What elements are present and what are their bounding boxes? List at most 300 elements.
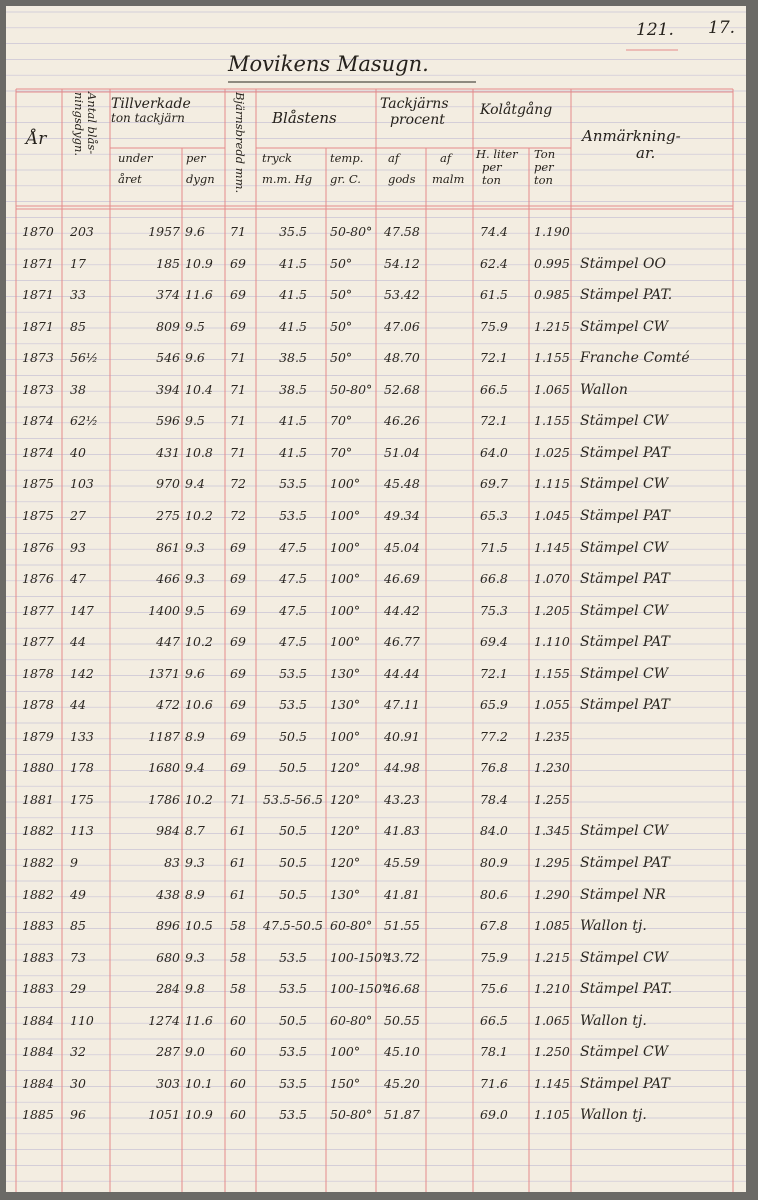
cell-bredd: 60 (230, 1044, 246, 1060)
header-width (233, 92, 246, 193)
cell-ton: 0.995 (534, 255, 570, 271)
cell-per: 9.6 (185, 350, 205, 366)
cell-hl: 66.8 (480, 571, 508, 587)
cell-temp: 120° (330, 791, 361, 807)
cell-days: 17 (70, 255, 86, 271)
cell-ton: 1.155 (534, 350, 570, 366)
cell-days: 33 (70, 287, 86, 303)
cell-tryck: 53.5 (279, 476, 307, 492)
cell-days: 147 (70, 602, 94, 618)
cell-temp: 100° (330, 571, 361, 587)
cell-bredd: 72 (230, 507, 246, 523)
cell-per: 10.2 (185, 507, 213, 523)
cell-hl: 72.1 (480, 665, 508, 681)
cell-year: 1885 (22, 1107, 54, 1123)
cell-year: 1871 (22, 255, 54, 271)
cell-bredd: 61 (230, 823, 246, 839)
cell-remark: Stämpel PAT (580, 507, 670, 524)
cell-ton: 1.105 (534, 1107, 570, 1123)
cell-remark: Wallon tj. (580, 918, 647, 935)
cell-tryck: 50.5 (279, 760, 307, 776)
header-pig-iron-line1: Tackjärns (380, 96, 449, 112)
cell-remark: Stämpel PAT (580, 1075, 670, 1092)
cell-gods: 54.12 (384, 255, 420, 271)
cell-per: 9.4 (185, 760, 205, 776)
cell-temp: 100° (330, 539, 361, 555)
cell-hl: 71.5 (480, 539, 508, 555)
cell-bredd: 61 (230, 855, 246, 870)
cell-days: 40 (70, 444, 86, 460)
cell-per: 8.7 (185, 823, 205, 839)
cell-gods: 53.42 (384, 287, 420, 303)
cell-hl: 71.6 (480, 1075, 508, 1091)
cell-ton: 1.055 (534, 697, 570, 713)
cell-tryck: 53.5 (279, 949, 307, 965)
cell-tryck: 41.5 (279, 444, 307, 460)
cell-year: 1871 (22, 318, 54, 334)
header-pig-iron-line2: procent (390, 112, 445, 129)
cell-year: 1873 (22, 381, 54, 397)
cell-ton: 1.345 (534, 823, 570, 839)
cell-per: 10.1 (185, 1075, 213, 1091)
cell-days: 113 (70, 823, 94, 839)
cell-days: 9 (70, 855, 78, 870)
cell-gods: 51.04 (384, 444, 420, 460)
cell-under: 984 (156, 823, 180, 839)
cell-gods: 47.06 (384, 318, 420, 334)
cell-under: 1051 (148, 1107, 180, 1123)
cell-ton: 1.085 (534, 918, 570, 934)
cell-bredd: 71 (230, 224, 246, 239)
cell-bredd: 69 (230, 287, 246, 303)
header-ore-line1: af (440, 151, 452, 165)
cell-hl: 69.4 (480, 634, 508, 650)
cell-ton: 1.210 (534, 981, 570, 997)
cell-per: 10.5 (185, 918, 213, 934)
cell-per: 9.5 (185, 318, 205, 334)
header-remarks-line2: ar. (636, 144, 656, 163)
header-goods-line2: gods (388, 172, 416, 187)
cell-remark: Stämpel CW (580, 665, 669, 682)
header-days (72, 92, 98, 122)
cell-under: 466 (156, 571, 180, 587)
cell-hl: 75.9 (480, 949, 508, 965)
cell-under: 83 (164, 855, 180, 870)
cell-bredd: 69 (230, 318, 246, 334)
cell-under: 275 (156, 507, 180, 523)
cell-ton: 1.230 (534, 760, 570, 776)
header-per-day (186, 152, 215, 186)
cell-tryck: 50.5 (279, 886, 307, 902)
cell-gods: 51.87 (384, 1107, 420, 1123)
cell-bredd: 58 (230, 949, 246, 965)
cell-bredd: 69 (230, 602, 246, 618)
cell-ton: 1.205 (534, 602, 570, 618)
cell-per: 9.3 (185, 539, 205, 555)
cell-remark: Stämpel PAT (580, 444, 670, 461)
header-pressure-line1: tryck (262, 151, 293, 165)
cell-per: 10.2 (185, 791, 213, 807)
cell-remark: Franche Comté (580, 350, 690, 367)
cell-tryck: 53.5-56.5 (263, 791, 323, 807)
header-charcoal: Kolåtgång (480, 102, 553, 118)
cell-tryck: 41.5 (279, 413, 307, 429)
cell-ton: 1.215 (534, 949, 570, 965)
cell-year: 1874 (22, 444, 54, 460)
cell-bredd: 71 (230, 413, 246, 429)
cell-under: 1274 (148, 1012, 180, 1028)
header-under-line1: under (118, 151, 153, 165)
header-hl-line1: H. liter (476, 147, 518, 161)
cell-bredd: 69 (230, 634, 246, 650)
cell-days: 178 (70, 760, 94, 776)
cell-year: 1877 (22, 634, 54, 650)
cell-days: 133 (70, 728, 94, 744)
cell-bredd: 69 (230, 571, 246, 587)
cell-bredd: 58 (230, 981, 246, 997)
cell-days: 62½ (70, 413, 99, 429)
cell-year: 1870 (22, 224, 54, 239)
header-under-year (118, 152, 152, 186)
cell-ton: 1.065 (534, 381, 570, 397)
header-pressure (262, 152, 312, 186)
cell-gods: 44.42 (384, 602, 420, 618)
cell-tryck: 53.5 (279, 697, 307, 713)
cell-hl: 69.0 (480, 1107, 508, 1123)
cell-hl: 69.7 (480, 476, 508, 492)
cell-tryck: 47.5 (279, 571, 307, 587)
cell-tryck: 53.5 (279, 1107, 307, 1123)
cell-year: 1882 (22, 823, 54, 839)
header-ore-line2: malm (432, 172, 465, 187)
cell-bredd: 60 (230, 1012, 246, 1028)
cell-tryck: 47.5 (279, 602, 307, 618)
header-hl-line3: ton (482, 173, 501, 188)
cell-ton: 1.215 (534, 318, 570, 334)
cell-ton: 1.025 (534, 444, 570, 460)
cell-hl: 67.8 (480, 918, 508, 934)
cell-under: 1680 (148, 760, 180, 776)
cell-bredd: 69 (230, 255, 246, 271)
cell-bredd: 71 (230, 350, 246, 366)
cell-gods: 41.81 (384, 886, 420, 902)
cell-year: 1881 (22, 791, 54, 807)
cell-temp: 70° (330, 444, 353, 460)
cell-bredd: 69 (230, 539, 246, 555)
cell-tryck: 41.5 (279, 287, 307, 303)
cell-gods: 45.04 (384, 539, 420, 555)
cell-temp: 120° (330, 823, 361, 839)
cell-temp: 100° (330, 728, 361, 744)
header-under-line2: året (118, 172, 142, 187)
cell-remark: Stämpel CW (580, 413, 669, 430)
cell-ton: 1.070 (534, 571, 570, 587)
cell-hl: 61.5 (480, 287, 508, 303)
cell-under: 1786 (148, 791, 180, 807)
cell-remark: Stämpel PAT (580, 855, 670, 871)
cell-gods: 45.59 (384, 855, 420, 870)
header-blast: Blåstens (272, 109, 337, 127)
cell-bredd: 69 (230, 760, 246, 776)
cell-remark: Stämpel CW (580, 949, 669, 966)
cell-hl: 64.0 (480, 444, 508, 460)
cell-temp: 130° (330, 697, 361, 713)
cell-days: 44 (70, 634, 86, 650)
header-width-line2: mm. (233, 167, 247, 194)
cell-gods: 47.58 (384, 224, 420, 239)
cell-tryck: 50.5 (279, 1012, 307, 1028)
cell-hl: 80.6 (480, 886, 508, 902)
header-ton-line1: Ton (534, 147, 556, 161)
header-produced-line2: ton tackjärn (111, 111, 185, 126)
cell-per: 9.3 (185, 855, 205, 870)
cell-days: 47 (70, 571, 86, 587)
cell-days: 110 (70, 1012, 94, 1028)
cell-temp: 50-80° (330, 1107, 373, 1123)
header-hl (476, 148, 518, 188)
cell-per: 9.6 (185, 224, 205, 239)
cell-days: 103 (70, 476, 94, 492)
cell-days: 49 (70, 886, 86, 902)
cell-gods: 46.69 (384, 571, 420, 587)
header-days-line2 (72, 92, 85, 122)
header-per-line2: dygn (186, 172, 215, 187)
cell-hl: 76.8 (480, 760, 508, 776)
cell-year: 1877 (22, 602, 54, 618)
header-remarks (582, 128, 681, 163)
cell-hl: 72.1 (480, 413, 508, 429)
cell-year: 1883 (22, 949, 54, 965)
cell-days: 85 (70, 318, 86, 334)
corner-number: 17. (708, 18, 736, 38)
cell-year: 1882 (22, 855, 54, 870)
cell-days: 203 (70, 224, 94, 239)
cell-days: 56½ (70, 350, 99, 366)
cell-per: 10.2 (185, 634, 213, 650)
cell-under: 896 (156, 918, 180, 934)
cell-temp: 50° (330, 255, 353, 271)
cell-bredd: 69 (230, 665, 246, 681)
cell-year: 1884 (22, 1012, 54, 1028)
cell-per: 9.3 (185, 949, 205, 965)
page-number: 121. (636, 20, 674, 40)
cell-year: 1883 (22, 981, 54, 997)
cell-gods: 40.91 (384, 728, 420, 744)
cell-year: 1878 (22, 665, 54, 681)
cell-year: 1875 (22, 476, 54, 492)
cell-hl: 65.3 (480, 507, 508, 523)
cell-under: 374 (156, 287, 180, 303)
cell-hl: 78.1 (480, 1044, 508, 1060)
cell-temp: 130° (330, 886, 361, 902)
cell-remark: Stämpel CW (580, 823, 669, 840)
header-pressure-line2: m.m. Hg (262, 172, 313, 187)
cell-temp: 120° (330, 855, 361, 870)
cell-year: 1876 (22, 539, 54, 555)
cell-temp: 50-80° (330, 224, 373, 239)
header-ton-line3: ton (534, 173, 553, 188)
cell-hl: 72.1 (480, 350, 508, 366)
cell-ton: 1.065 (534, 1012, 570, 1028)
cell-under: 680 (156, 949, 180, 965)
header-hl-line2: per (482, 160, 502, 175)
cell-tryck: 47.5 (279, 634, 307, 650)
cell-ton: 1.045 (534, 507, 570, 523)
cell-under: 1371 (148, 665, 180, 681)
header-ton-line2: per (534, 160, 554, 175)
cell-gods: 46.68 (384, 981, 420, 997)
cell-days: 96 (70, 1107, 86, 1123)
cell-remark: Wallon tj. (580, 1012, 647, 1029)
cell-ton: 1.155 (534, 665, 570, 681)
cell-remark: Stämpel CW (580, 602, 669, 619)
cell-per: 9.5 (185, 413, 205, 429)
cell-days: 27 (70, 507, 86, 523)
cell-temp: 100-150° (330, 981, 389, 997)
page-title: Movikens Masugn. (228, 52, 429, 76)
cell-year: 1873 (22, 350, 54, 366)
cell-under: 394 (156, 381, 180, 397)
cell-per: 10.8 (185, 444, 213, 460)
cell-under: 596 (156, 413, 180, 429)
cell-ton: 0.985 (534, 287, 570, 303)
cell-tryck: 47.5-50.5 (263, 918, 323, 934)
cell-days: 29 (70, 981, 86, 997)
cell-hl: 78.4 (480, 791, 508, 807)
cell-ton: 1.255 (534, 791, 570, 807)
cell-hl: 84.0 (480, 823, 508, 839)
cell-gods: 52.68 (384, 381, 420, 397)
header-temp-line1: temp. (330, 151, 364, 165)
cell-days: 44 (70, 697, 86, 713)
cell-under: 1187 (148, 728, 180, 744)
cell-tryck: 53.5 (279, 981, 307, 997)
cell-temp: 100° (330, 634, 361, 650)
cell-year: 1875 (22, 507, 54, 523)
cell-tryck: 35.5 (279, 224, 307, 239)
cell-under: 472 (156, 697, 180, 713)
cell-temp: 100° (330, 507, 361, 523)
cell-per: 11.6 (185, 287, 213, 303)
cell-ton: 1.235 (534, 728, 570, 744)
header-produced (111, 96, 191, 126)
cell-hl: 80.9 (480, 855, 508, 870)
cell-tryck: 41.5 (279, 255, 307, 271)
cell-gods: 44.98 (384, 760, 420, 776)
cell-tryck: 53.5 (279, 1044, 307, 1060)
cell-temp: 50-80° (330, 381, 373, 397)
cell-temp: 150° (330, 1075, 361, 1091)
cell-remark: Stämpel PAT. (580, 981, 673, 998)
cell-under: 284 (156, 981, 180, 997)
cell-remark: Stämpel CW (580, 318, 669, 335)
cell-gods: 41.83 (384, 823, 420, 839)
cell-temp: 100-150° (330, 949, 389, 965)
cell-bredd: 60 (230, 1107, 246, 1123)
cell-ton: 1.145 (534, 1075, 570, 1091)
cell-under: 970 (156, 476, 180, 492)
cell-under: 861 (156, 539, 180, 555)
header-width-line1: Bjärnsbredd (233, 92, 247, 165)
cell-year: 1882 (22, 886, 54, 902)
header-of-goods (388, 152, 416, 186)
cell-remark: Stämpel OO (580, 255, 666, 272)
cell-tryck: 47.5 (279, 539, 307, 555)
cell-year: 1871 (22, 287, 54, 303)
cell-temp: 50° (330, 350, 353, 366)
cell-gods: 48.70 (384, 350, 420, 366)
cell-temp: 50° (330, 318, 353, 334)
cell-bredd: 71 (230, 381, 246, 397)
cell-hl: 74.4 (480, 224, 508, 239)
cell-hl: 75.9 (480, 318, 508, 334)
cell-tryck: 41.5 (279, 318, 307, 334)
cell-ton: 1.155 (534, 413, 570, 429)
cell-year: 1876 (22, 571, 54, 587)
cell-gods: 46.77 (384, 634, 420, 650)
cell-bredd: 61 (230, 886, 246, 902)
cell-temp: 100° (330, 476, 361, 492)
cell-under: 303 (156, 1075, 180, 1091)
cell-gods: 45.20 (384, 1075, 420, 1091)
cell-ton: 1.295 (534, 855, 570, 870)
cell-hl: 75.3 (480, 602, 508, 618)
header-goods-line1: af (388, 151, 400, 165)
cell-tryck: 53.5 (279, 1075, 307, 1091)
cell-gods: 47.11 (384, 697, 420, 713)
cell-year: 1874 (22, 413, 54, 429)
cell-per: 9.8 (185, 981, 205, 997)
cell-remark: Stämpel CW (580, 1044, 669, 1061)
cell-gods: 46.26 (384, 413, 420, 429)
cell-tryck: 38.5 (279, 381, 307, 397)
cell-remark: Stämpel PAT (580, 697, 670, 714)
cell-under: 1957 (148, 224, 180, 239)
cell-bredd: 69 (230, 728, 246, 744)
cell-year: 1879 (22, 728, 54, 744)
cell-gods: 51.55 (384, 918, 420, 934)
cell-remark: Wallon tj. (580, 1107, 647, 1124)
header-per-line1: per (186, 151, 206, 165)
cell-remark: Stämpel PAT. (580, 287, 673, 304)
cell-tryck: 38.5 (279, 350, 307, 366)
cell-days: 32 (70, 1044, 86, 1060)
cell-temp: 50° (330, 287, 353, 303)
cell-per: 10.6 (185, 697, 213, 713)
cell-remark: Stämpel PAT (580, 634, 670, 651)
cell-per: 9.5 (185, 602, 205, 618)
cell-bredd: 71 (230, 791, 246, 807)
cell-days: 175 (70, 791, 94, 807)
cell-temp: 130° (330, 665, 361, 681)
cell-gods: 44.44 (384, 665, 420, 681)
cell-under: 431 (156, 444, 180, 460)
cell-per: 10.9 (185, 255, 213, 271)
cell-hl: 66.5 (480, 1012, 508, 1028)
cell-temp: 100° (330, 602, 361, 618)
cell-per: 10.9 (185, 1107, 213, 1123)
cell-per: 9.4 (185, 476, 205, 492)
cell-tryck: 50.5 (279, 855, 307, 870)
cell-gods: 49.34 (384, 507, 420, 523)
cell-under: 1400 (148, 602, 180, 618)
header-temp-line2: gr. C. (330, 172, 361, 187)
cell-ton: 1.250 (534, 1044, 570, 1060)
cell-tryck: 53.5 (279, 507, 307, 523)
cell-temp: 70° (330, 413, 353, 429)
cell-gods: 50.55 (384, 1012, 420, 1028)
cell-remark: Wallon (580, 381, 628, 398)
